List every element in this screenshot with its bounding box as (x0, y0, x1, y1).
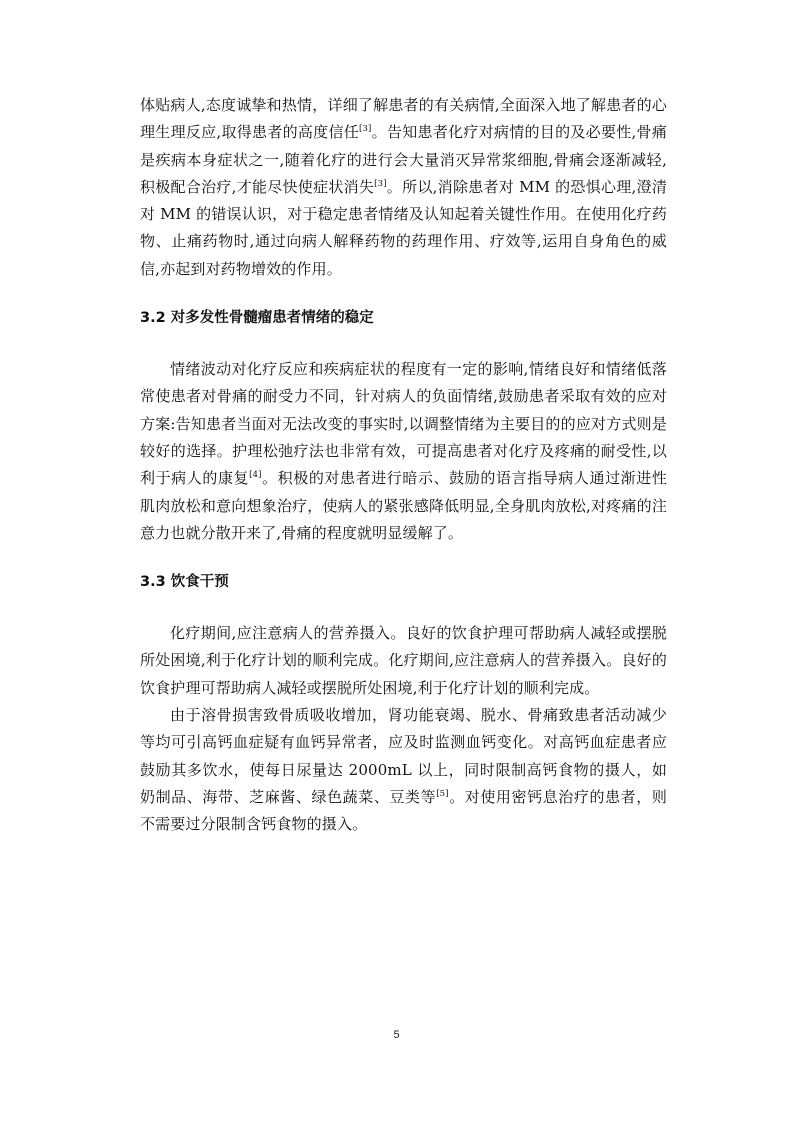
paragraph-text: 由于溶骨损害致骨质吸收增加，肾功能衰竭、脱水、骨痛致患者活动减少等均可引高钙血症疑有血钙异常者，应及时监测血钙变化。对高钙血症患者应鼓励其多饮水，使每日尿量达 2000mL 以上，同时限制高钙食物的摄人，如奶制品、海带、芝麻酱、绿色蔬菜、豆类等 (140, 706, 667, 806)
section-heading-3-3: 3.3 饮食干预 (140, 574, 229, 591)
paragraph-hypercalcemia (140, 702, 667, 838)
paragraph-text: 。积极的对患者进行暗示、鼓励的语言指导病人通过渐进性肌肉放松和意向想象治疗，使病人的紧张感降低明显,全身肌肉放松,对疼痛的注意力也就分散开来了,骨痛的程度就明显缓解了。 (140, 469, 667, 542)
paragraph-text: 。所以,消除患者对 MM 的恐惧心理,澄清对 MM 的错误认识，对于稳定患者情绪及认知起着关键性作用。在使用化疗药物、止痛药物时,通过向病人解释药物的药理作用、疗效等,运用自身角色的威信,亦起到对药物增效的作用。 (140, 177, 667, 278)
paragraph-patient-trust (140, 92, 667, 283)
page-content (140, 92, 667, 839)
citation-ref: [3] (374, 178, 387, 189)
paragraph-emotion-stability (140, 356, 667, 547)
citation-ref: [3] (359, 124, 372, 135)
page-number: 5 (393, 1029, 400, 1041)
citation-ref: [4] (249, 470, 262, 481)
citation-ref: [5] (436, 788, 449, 799)
paragraph-text: 。告知患者化疗对病情的目的及必要性,骨痛是疾病本身症状之一,随着化疗的进行会大量消灭异常浆细胞,骨痛会逐渐减轻,积极配合治疗,才能尽快使症状消失 (140, 123, 667, 196)
paragraph-text: 。对使用密钙息治疗的患者，则不需要过分限制含钙食物的摄入。 (140, 787, 667, 834)
paragraph-text: 体贴病人,态度诚挚和热情，详细了解患者的有关病情,全面深入地了解患者的心理生理反应,取得患者的高度信任 (140, 96, 667, 142)
paragraph-text: 情绪波动对化疗反应和疾病症状的程度有一定的影响,情绪良好和情绪低落常使患者对骨痛的耐受力不同，针对病人的负面情绪,鼓励患者采取有效的应对方案:告知患者当面对无法改变的事实时,以调整情绪为主要目的的应对方式则是较好的选择。护理松弛疗法也非常有效，可提高患者对化疗及疼痛的耐受性,以利于病人的康复 (140, 360, 667, 488)
paragraph-diet-nutrition: 化疗期间,应注意病人的营养摄入。良好的饮食护理可帮助病人减轻或摆脱所处困境,利于化疗计划的顺利完成。化疗期间,应注意病人的营养摄入。良好的饮食护理可帮助病人减轻或摆脱所处困境,利于化疗计划的顺利完成。 (140, 624, 667, 697)
section-heading-3-2: 3.2 对多发性骨髓瘤患者情绪的稳定 (140, 310, 374, 327)
